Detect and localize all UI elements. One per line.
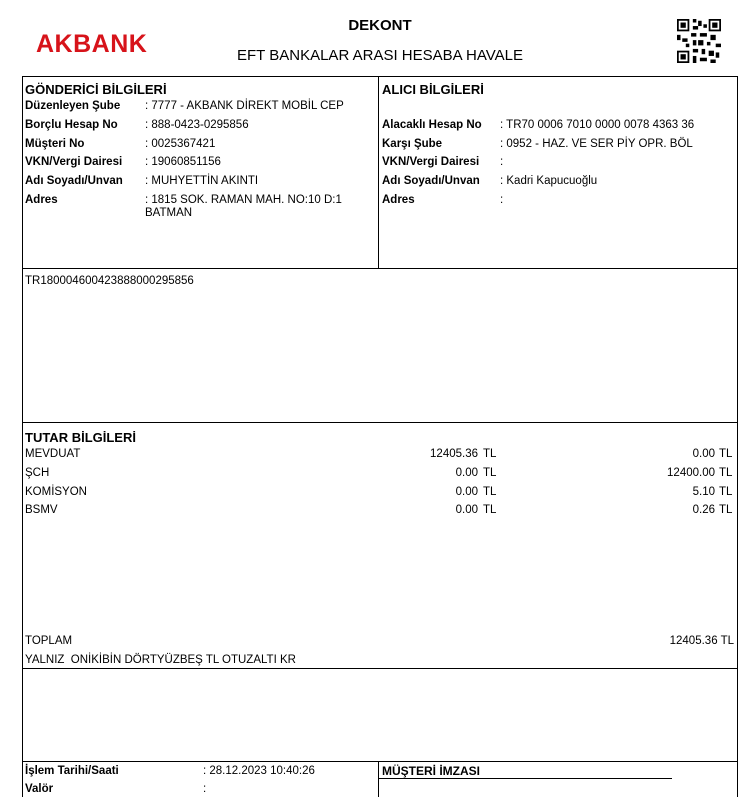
sender-heading: GÖNDERİCİ BİLGİLERİ: [25, 82, 167, 97]
document-subtitle: EFT BANKALAR ARASI HESABA HAVALE: [237, 47, 523, 64]
receiver-label-name: Adı Soyadı/Unvan: [382, 175, 480, 187]
sender-label-tax: VKN/Vergi Dairesi: [25, 156, 123, 168]
amount-row-currency2: TL: [719, 467, 733, 479]
document-title: DEKONT: [348, 17, 412, 34]
amount-row-label: KOMİSYON: [25, 486, 87, 498]
receiver-label-address: Adres: [382, 194, 415, 206]
signature-heading: MÜŞTERİ İMZASI: [382, 764, 480, 778]
receiver-heading: ALICI BİLGİLERİ: [382, 82, 484, 97]
footer-divider: [378, 761, 379, 797]
footer-left-border: [22, 761, 23, 797]
qr-code-icon: [677, 19, 721, 63]
valor-label: Valör: [25, 783, 54, 795]
sender-value-tax: : 19060851156: [145, 156, 221, 168]
section-divider: [22, 268, 738, 269]
sender-value-account: : 888-0423-0295856: [145, 119, 249, 131]
receiver-value-branch: : 0952 - HAZ. VE SER PİY OPR. BÖL: [500, 138, 693, 150]
amount-row-currency1: TL: [483, 448, 497, 460]
sender-value-customer: : 0025367421: [145, 138, 216, 150]
amount-row-label: ŞCH: [25, 467, 50, 479]
amounts-heading: TUTAR BİLGİLERİ: [25, 430, 136, 445]
sender-value-address-line2: BATMAN: [145, 207, 193, 219]
amount-row-value1: 0.00: [455, 467, 478, 479]
transaction-date-value: : 28.12.2023 10:40:26: [203, 765, 315, 777]
receiver-label-branch: Karşı Şube: [382, 138, 443, 150]
receiver-value-address: :: [500, 194, 504, 206]
sender-value-branch: : 7777 - AKBANK DİREKT MOBİL CEP: [145, 100, 344, 112]
sender-value-address: : 1815 SOK. RAMAN MAH. NO:10 D:1: [145, 194, 342, 206]
receiver-label-account: Alacaklı Hesap No: [382, 119, 482, 131]
valor-value: :: [203, 783, 207, 795]
footer-right-border: [737, 761, 738, 797]
column-divider: [378, 76, 379, 269]
receiver-label-tax: VKN/Vergi Dairesi: [382, 156, 480, 168]
amount-row-value2: 5.10: [692, 486, 715, 498]
receiver-value-account: : TR70 0006 7010 0000 0078 4363 36: [500, 119, 695, 131]
amount-row-value1: 0.00: [455, 486, 478, 498]
amount-row-label: MEVDUAT: [25, 448, 81, 460]
amount-row-currency2: TL: [719, 504, 733, 516]
receiver-value-name: : Kadri Kapucuoğlu: [500, 175, 598, 187]
amount-row-value1: 12405.36: [430, 448, 478, 460]
sender-label-customer: Müşteri No: [25, 138, 85, 150]
amount-row-label: BSMV: [25, 504, 58, 516]
amount-row-value1: 0.00: [455, 504, 478, 516]
amount-row-value2: 0.26: [692, 504, 715, 516]
sender-label-branch: Düzenleyen Şube: [25, 100, 121, 112]
total-label: TOPLAM: [25, 635, 73, 647]
blank-band: [22, 668, 738, 762]
amount-row-currency2: TL: [719, 448, 733, 460]
sender-label-name: Adı Soyadı/Unvan: [25, 175, 123, 187]
total-value: 12405.36 TL: [669, 635, 734, 647]
amount-row-currency1: TL: [483, 504, 497, 516]
sender-label-address: Adres: [25, 194, 58, 206]
transaction-date-label: İşlem Tarihi/Saati: [25, 765, 119, 777]
receiver-value-tax: :: [500, 156, 504, 168]
amount-row-currency2: TL: [719, 486, 733, 498]
amount-row-value2: 12400.00: [667, 467, 715, 479]
bank-logo: AKBANK: [36, 30, 148, 58]
description-text: TR180004600423888000295856: [25, 275, 194, 287]
amount-row-value2: 0.00: [692, 448, 715, 460]
amount-row-currency1: TL: [483, 467, 497, 479]
sender-label-account: Borçlu Hesap No: [25, 119, 118, 131]
amount-in-words: YALNIZ ONİKİBİN DÖRTYÜZBEŞ TL OTUZALTI KR: [25, 654, 296, 666]
amount-row-currency1: TL: [483, 486, 497, 498]
sender-value-name: : MUHYETTİN AKINTI: [145, 175, 259, 187]
signature-underline: [378, 778, 672, 779]
